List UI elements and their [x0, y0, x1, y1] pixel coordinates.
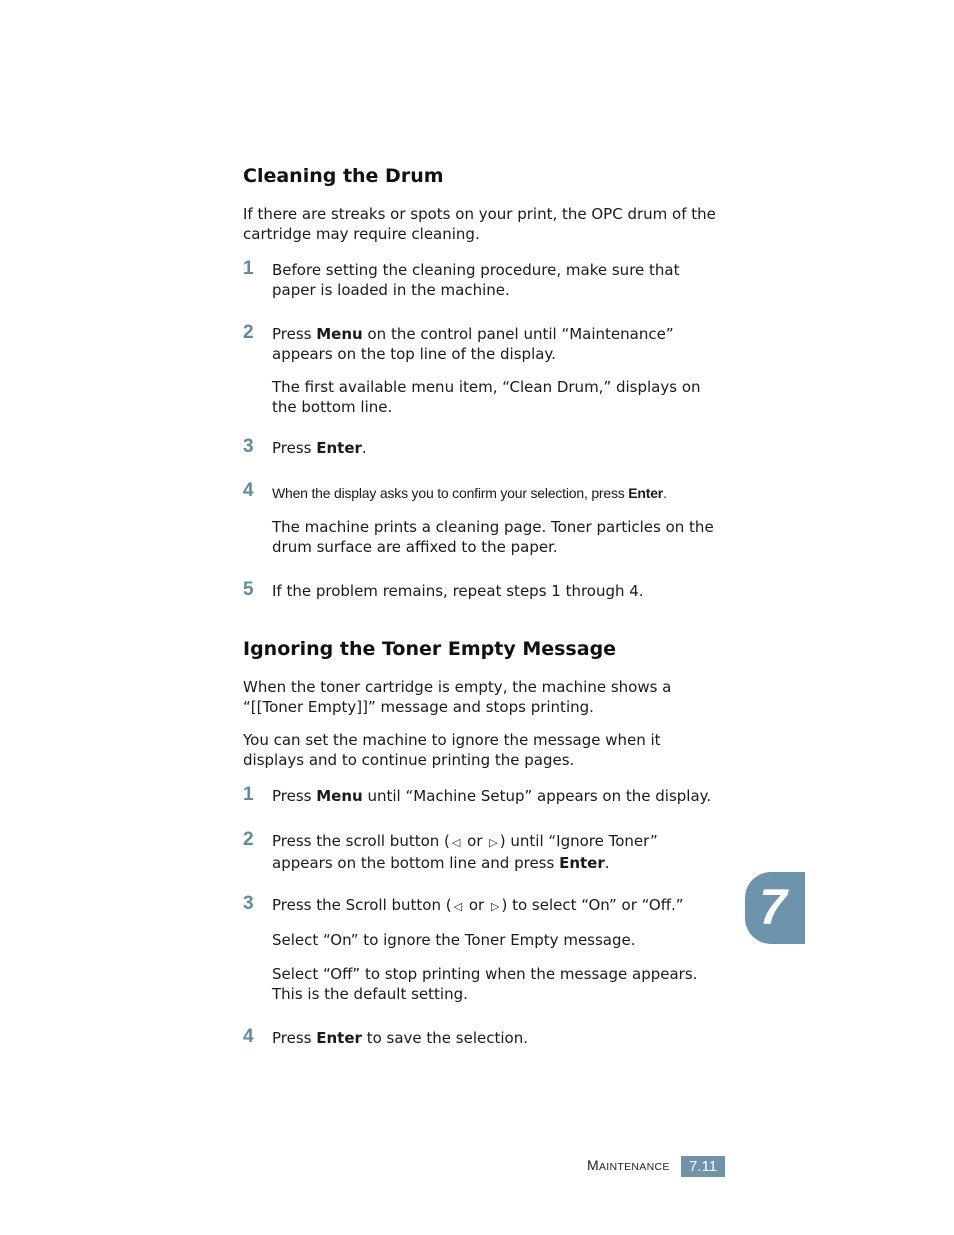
step-text: Before setting the cleaning procedure, make sure that paper is loaded in the machine.: [272, 261, 680, 299]
scroll-right-icon: ▷: [489, 836, 498, 849]
scroll-left-icon: ◁: [451, 836, 461, 849]
step-note-2: Select “Off” to stop printing when the message appears. This is the default setting.: [272, 965, 698, 1003]
section-heading-toner-empty: Ignoring the Toner Empty Message: [243, 638, 617, 660]
step-number: 4: [243, 480, 254, 501]
step-text: Press Menu until “Machine Setup” appears on the display.: [272, 787, 712, 805]
step-text: Press Menu on the control panel until “Maintenance” appears on the top line of the display.: [272, 325, 674, 363]
step-number: 1: [243, 784, 254, 805]
chapter-tab: [745, 872, 805, 944]
page-number: 7.11: [681, 1156, 725, 1177]
step-number: 1: [243, 258, 254, 279]
step-text: If the problem remains, repeat steps 1 through 4.: [272, 582, 644, 600]
step-number: 4: [243, 1026, 254, 1047]
step-number: 2: [243, 829, 254, 850]
intro-paragraph-2: You can set the machine to ignore the message when it displays and to continue printing the pages.: [243, 731, 661, 769]
section-heading-cleaning-drum: Cleaning the Drum: [243, 165, 444, 187]
chapter-number: 7: [759, 879, 787, 935]
footer-section-label: MAINTENANCE: [587, 1157, 670, 1173]
step-number: 5: [243, 579, 254, 600]
intro-paragraph: When the toner cartridge is empty, the machine shows a “[[Toner Empty]]” message and stops printing.: [243, 678, 672, 716]
step-note: The first available menu item, “Clean Drum,” displays on the bottom line.: [272, 378, 701, 416]
intro-paragraph: If there are streaks or spots on your print, the OPC drum of the cartridge may require cleaning.: [243, 205, 716, 243]
scroll-left-icon: ◁: [453, 900, 463, 913]
step-text: Press Enter.: [272, 439, 367, 457]
step-number: 3: [243, 436, 254, 457]
step-number: 3: [243, 893, 254, 914]
step-number: 2: [243, 322, 254, 343]
scroll-right-icon: ▷: [491, 900, 500, 913]
step-text: When the display asks you to confirm your selection, press Enter.: [272, 485, 667, 501]
step-text: Press the Scroll button ( ◁ or ▷ ) to select “On” or “Off.”: [272, 895, 722, 917]
step-note: Select “On” to ignore the Toner Empty message.: [272, 931, 636, 949]
step-text: Press Enter to save the selection.: [272, 1029, 528, 1047]
step-text: Press the scroll button ( ◁ or ▷ ) until “Ignore Toner” appears on the bottom line and press Enter.: [272, 832, 658, 872]
step-note: The machine prints a cleaning page. Toner particles on the drum surface are affixed to the paper.: [272, 518, 714, 556]
